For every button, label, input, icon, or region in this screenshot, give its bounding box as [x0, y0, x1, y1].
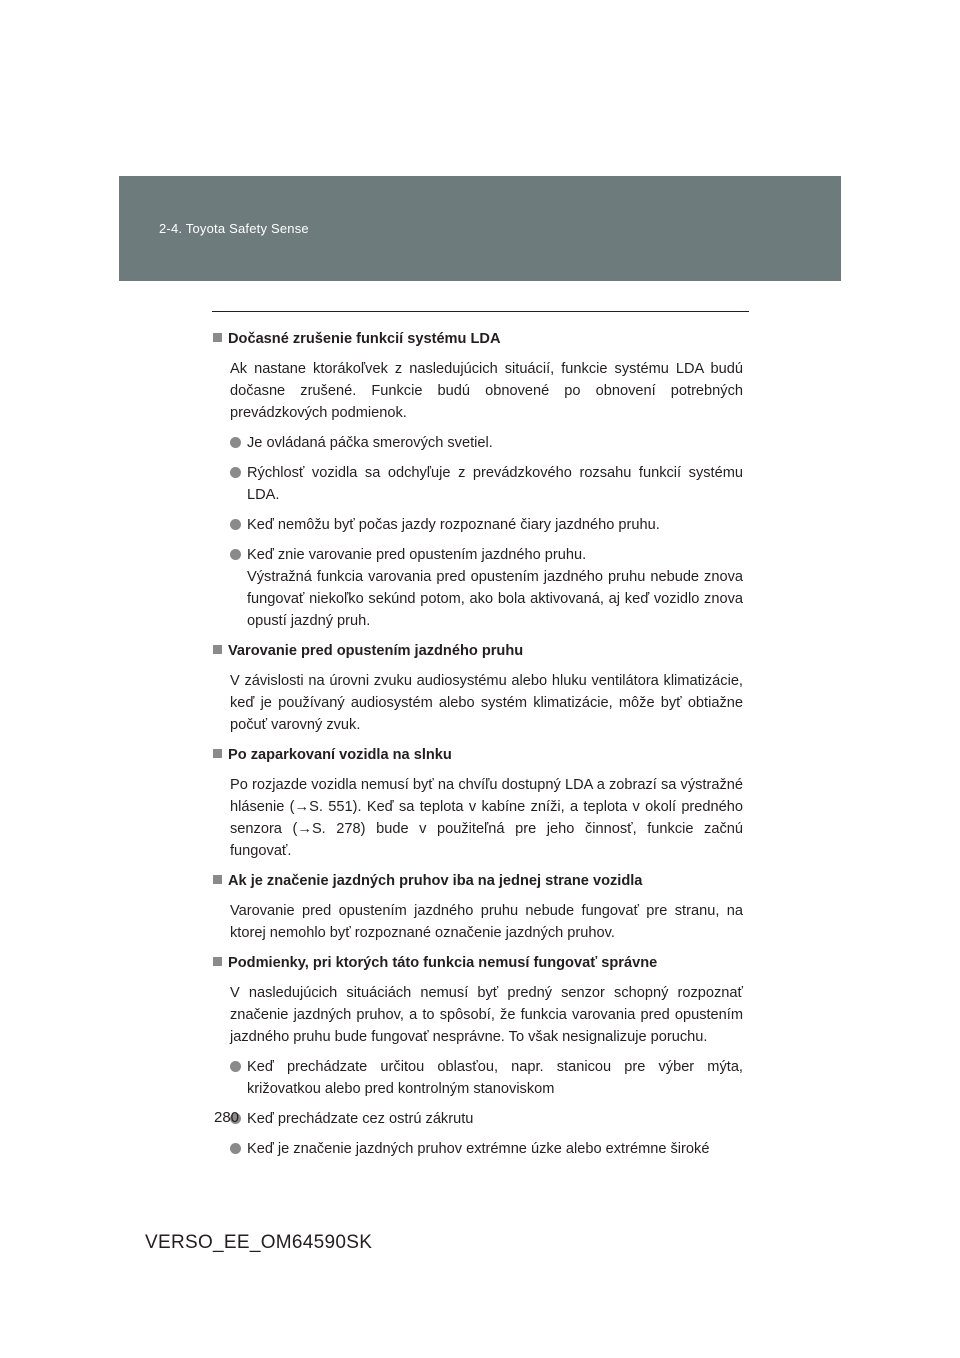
list-item: [230, 1108, 743, 1130]
page-number: 280: [214, 1109, 240, 1126]
list-item: [230, 1138, 743, 1160]
square-bullet-icon: [213, 645, 222, 654]
square-bullet-icon: [213, 875, 222, 884]
square-bullet-icon: [213, 749, 222, 758]
list-item: [230, 544, 743, 632]
divider: [212, 311, 749, 312]
list-item-note: Výstražná funkcia varovania pred opustením jazdného pruhu nebude znova fungovať niekoľko sekúnd potom, ako bola aktivovaná, aj keď vozidlo znova opustí jazdný pruh.: [247, 569, 743, 629]
document-code: VERSO_EE_OM64590SK: [145, 1232, 373, 1253]
circle-bullet-icon: [230, 1061, 241, 1072]
list-item-text: Keď prechádzate cez ostrú zákrutu: [247, 1111, 474, 1127]
section-title: Po zaparkovaní vozidla na slnku: [228, 747, 452, 763]
circle-bullet-icon: [230, 1143, 241, 1154]
section-one-side-marking: [213, 870, 743, 944]
section-text: V závislosti na úrovni zvuku audiosystému alebo hluku ventilátora klimatizácie, keď je používaný audiosystém alebo systém klimatizácie, môže byť obtiažne počuť varovný zvuk.: [230, 673, 743, 733]
section-warning-sound: [213, 640, 743, 736]
list-item-text: Keď je značenie jazdných pruhov extrémne úzke alebo extrémne široké: [247, 1141, 710, 1157]
section-title: Ak je značenie jazdných pruhov iba na jednej strane vozidla: [228, 873, 643, 889]
section-title: Podmienky, pri ktorých táto funkcia nemusí fungovať správne: [228, 955, 658, 971]
square-bullet-icon: [213, 957, 222, 966]
list-item: [230, 462, 743, 506]
header-band: [119, 176, 841, 281]
section-text: Varovanie pred opustením jazdného pruhu nebude fungovať pre stranu, na ktorej nemohlo byť rozpoznané označenie jazdných pruhov.: [230, 903, 743, 941]
page-content: [213, 328, 743, 1168]
list-item-text: Je ovládaná páčka smerových svetiel.: [247, 435, 493, 451]
list-item-text: Keď nemôžu byť počas jazdy rozpoznané čiary jazdného pruhu.: [247, 517, 660, 533]
section-title: Dočasné zrušenie funkcií systému LDA: [228, 331, 501, 347]
circle-bullet-icon: [230, 437, 241, 448]
section-text: Ak nastane ktorákoľvek z nasledujúcich situácií, funkcie systému LDA budú dočasne zrušené. Funkcie budú obnovené po obnovení potrebných prevádzkových podmienok.: [230, 361, 743, 421]
section-temporary-cancel: [213, 328, 743, 632]
circle-bullet-icon: [230, 549, 241, 560]
section-text: Po rozjazde vozidla nemusí byť na chvíľu dostupný LDA a zobrazí sa výstražné hlásenie (→S. 551). Keď sa teplota v kabíne zníži, a teplota v okolí predného senzora (→S. 278) bude v použiteľná pre jeho činnosť, funkcie začnú fungovať.: [230, 777, 743, 859]
list-item: [230, 432, 743, 454]
list-item: [230, 514, 743, 536]
circle-bullet-icon: [230, 519, 241, 530]
section-malfunction-conditions: [213, 952, 743, 1160]
list-item-text: Keď prechádzate určitou oblasťou, napr. stanicou pre výber mýta, križovatkou alebo pred kontrolným stanoviskom: [247, 1059, 743, 1097]
circle-bullet-icon: [230, 467, 241, 478]
section-text: V nasledujúcich situáciách nemusí byť predný senzor schopný rozpoznať značenie jazdných pruhov, a to spôsobí, že funkcia varovania pred opustením jazdného pruhu bude fungovať nesprávne. To však nesignalizuje poruchu.: [230, 985, 743, 1045]
section-parked-in-sun: [213, 744, 743, 862]
section-title: Varovanie pred opustením jazdného pruhu: [228, 643, 524, 659]
square-bullet-icon: [213, 333, 222, 342]
section-label: 2-4. Toyota Safety Sense: [159, 221, 309, 236]
list-item-text: Keď znie varovanie pred opustením jazdného pruhu.: [247, 547, 587, 563]
list-item-text: Rýchlosť vozidla sa odchyľuje z prevádzkového rozsahu funkcií systému LDA.: [247, 465, 743, 503]
list-item: [230, 1056, 743, 1100]
